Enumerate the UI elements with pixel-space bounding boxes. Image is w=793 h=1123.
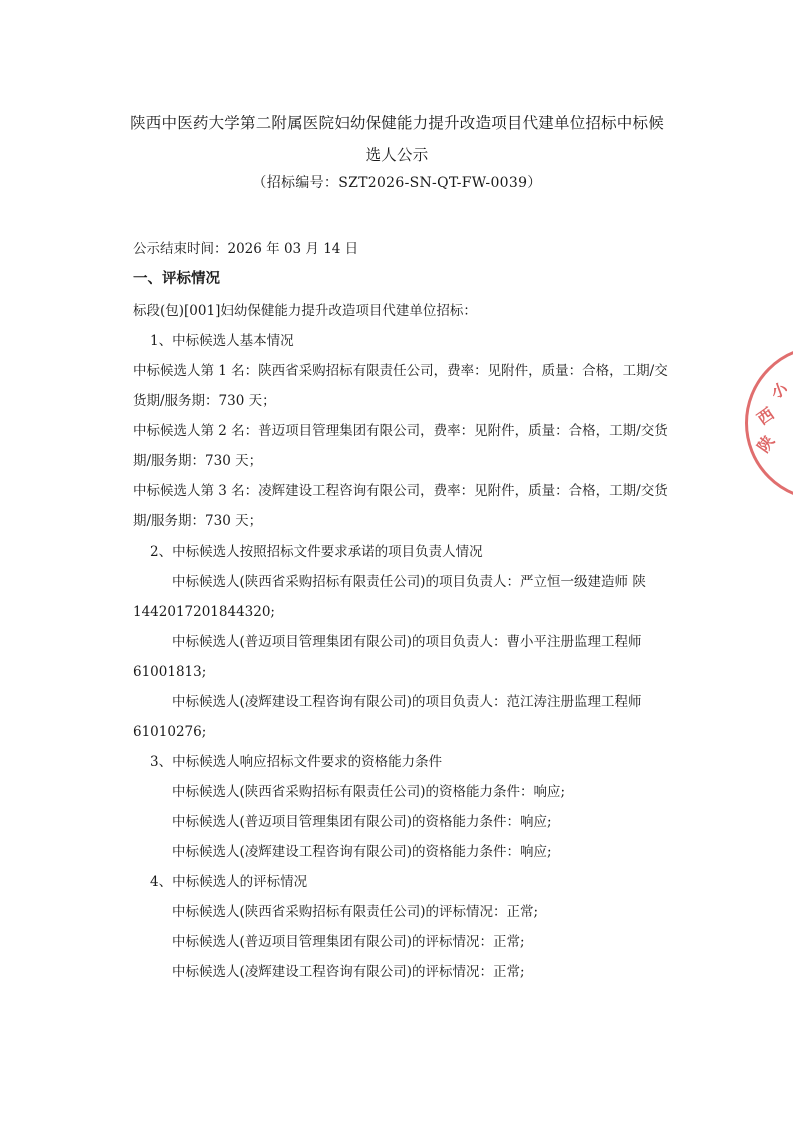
project-manager-1-line-1: 中标候选人(陕西省采购招标有限责任公司)的项目负责人：严立恒一级建造师 陕 xyxy=(172,574,646,590)
title-line-1: 陕西中医药大学第二附属医院妇幼保健能力提升改造项目代建单位招标中标候 xyxy=(130,114,664,132)
qualification-2: 中标候选人(普迈项目管理集团有限公司)的资格能力条件：响应; xyxy=(172,814,552,830)
section-heading-evaluation: 一、评标情况 xyxy=(133,271,220,287)
project-manager-3-line-2: 61010276; xyxy=(133,724,207,740)
title-line-2: 选人公示 xyxy=(365,146,429,164)
evaluation-3: 中标候选人(凌辉建设工程咨询有限公司)的评标情况：正常; xyxy=(172,964,525,980)
candidate-2-line-1: 中标候选人第 2 名：普迈项目管理集团有限公司，费率：见附件，质量：合格，工期/交货 xyxy=(133,423,668,439)
seal-char-3: 陕 xyxy=(753,432,779,457)
project-manager-3-line-1: 中标候选人(凌辉建设工程咨询有限公司)的项目负责人：范江涛注册监理工程师 xyxy=(172,694,642,710)
candidate-2-line-2: 期/服务期：730 天； xyxy=(133,453,263,469)
qualification-3: 中标候选人(凌辉建设工程咨询有限公司)的资格能力条件：响应; xyxy=(172,844,552,860)
seal-char-2: 西 xyxy=(753,403,778,429)
candidate-1-line-2: 货期/服务期：730 天； xyxy=(133,393,276,409)
candidate-3-line-1: 中标候选人第 3 名：凌辉建设工程咨询有限公司，费率：见附件，质量：合格，工期/交货 xyxy=(133,483,668,499)
tender-number: （招标编号：SZT2026-SN-QT-FW-0039） xyxy=(252,175,542,191)
evaluation-2: 中标候选人(普迈项目管理集团有限公司)的评标情况：正常; xyxy=(172,934,525,950)
project-manager-2-line-1: 中标候选人(普迈项目管理集团有限公司)的项目负责人：曹小平注册监理工程师 xyxy=(172,634,642,650)
package-heading: 标段(包)[001]妇幼保健能力提升改造项目代建单位招标： xyxy=(133,303,477,319)
candidate-1-line-1: 中标候选人第 1 名：陕西省采购招标有限责任公司，费率：见附件，质量：合格，工期/交 xyxy=(133,363,668,379)
project-manager-1-line-2: 1442017201844320; xyxy=(133,604,275,620)
candidate-3-line-2: 期/服务期：730 天； xyxy=(133,513,263,529)
subsection-1-heading: 1、中标候选人基本情况 xyxy=(150,333,294,349)
project-manager-2-line-2: 61001813; xyxy=(133,664,207,680)
subsection-4-heading: 4、中标候选人的评标情况 xyxy=(150,874,308,890)
subsection-3-heading: 3、中标候选人响应招标文件要求的资格能力条件 xyxy=(150,754,443,770)
seal-char-1: 小 xyxy=(768,378,791,403)
subsection-2-heading: 2、中标候选人按照招标文件要求承诺的项目负责人情况 xyxy=(150,544,483,560)
qualification-1: 中标候选人(陕西省采购招标有限责任公司)的资格能力条件：响应; xyxy=(172,784,566,800)
document-title xyxy=(112,107,682,171)
announcement-end-time: 公示结束时间：2026 年 03 月 14 日 xyxy=(133,241,359,257)
evaluation-1: 中标候选人(陕西省采购招标有限责任公司)的评标情况：正常; xyxy=(172,904,539,920)
